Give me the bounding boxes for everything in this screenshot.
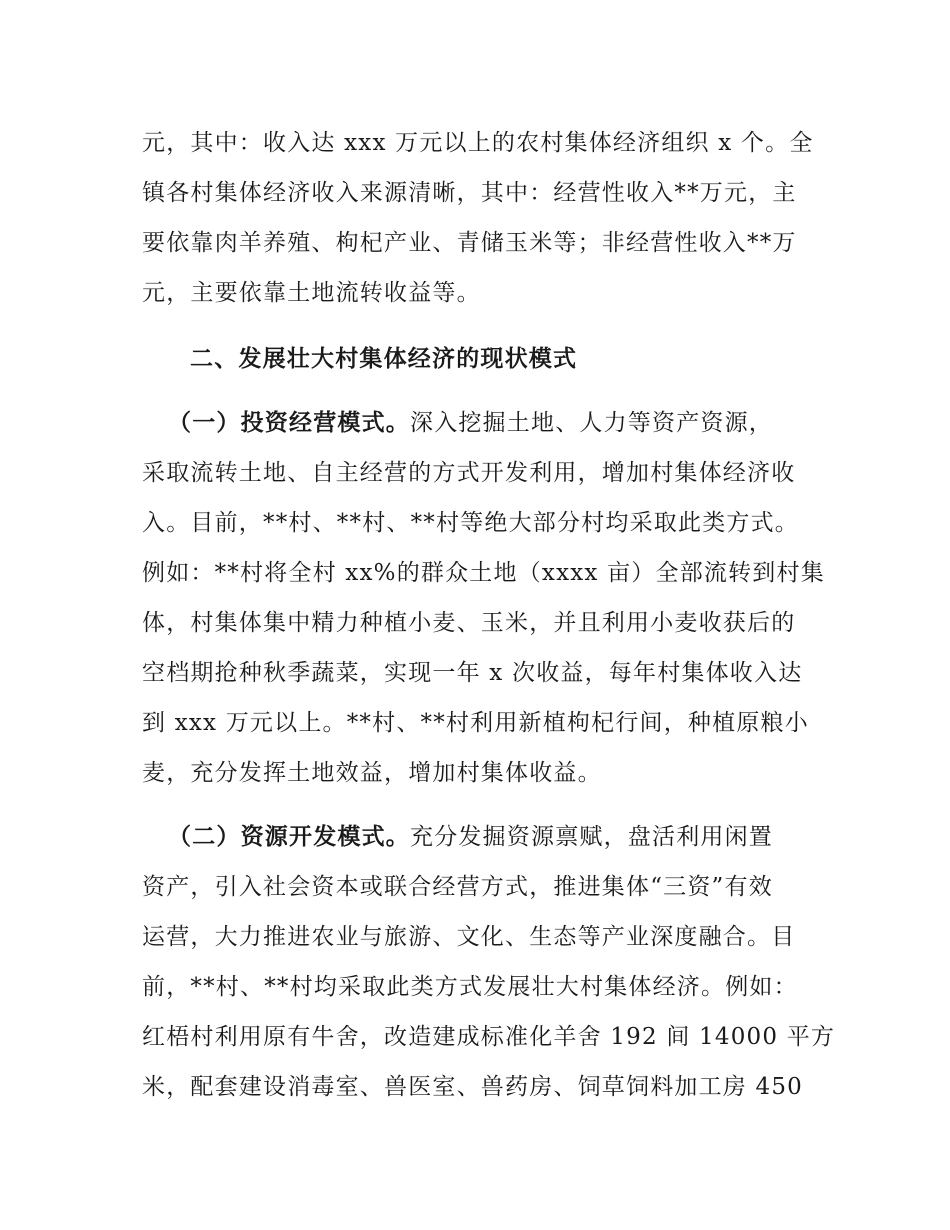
subsection-2-line-2: 资产，引入社会资本或联合经营方式，推进集体“三资”有效 (142, 874, 773, 900)
subsection-2-line-5: 红梧村利用原有牛舍，改造建成标准化羊舍 192 间 14000 平方 (142, 1024, 836, 1050)
subsection-1-line-4: 例如：**村将全村 xx%的群众土地（xxxx 亩）全部流转到村集 (142, 560, 825, 586)
subsection-1-first-line (168, 408, 773, 438)
subsection-1-line-5: 体，村集体集中精力种植小麦、玉米，并且利用小麦收获后的 (142, 610, 796, 636)
subsection-2-line-3: 运营，大力推进农业与旅游、文化、生态等产业深度融合。目 (142, 924, 796, 950)
subsection-1-line-8: 麦，充分发挥土地效益，增加村集体收益。 (142, 760, 602, 786)
paragraph-1-line-4: 元，主要依靠土地流转收益等。 (142, 280, 481, 306)
subsection-1-line-6: 空档期抢种秋季蔬菜，实现一年 x 次收益，每年村集体收入达 (142, 660, 803, 686)
subsection-2-line-6: 米，配套建设消毒室、兽医室、兽药房、饲草饲料加工房 450 (142, 1074, 804, 1100)
subsection-2-title: （二）资源开发模式。 (168, 824, 410, 850)
subsection-1-first-line-text: 深入挖掘土地、人力等资产资源， (410, 410, 773, 436)
paragraph-1-line-3: 要依靠肉羊养殖、枸杞产业、青储玉米等；非经营性收入**万 (142, 230, 797, 256)
subsection-2-first-line-text: 充分发掘资源禀赋，盘活利用闲置 (410, 824, 773, 850)
subsection-1-line-2: 采取流转土地、自主经营的方式开发利用，增加村集体经济收 (142, 460, 796, 486)
paragraph-1-line-2: 镇各村集体经济收入来源清晰，其中：经营性收入**万元，主 (142, 180, 797, 206)
subsection-2-first-line (168, 822, 773, 852)
section-heading: 二、发展壮大村集体经济的现状模式 (190, 346, 578, 372)
subsection-1-line-7: 到 xxx 万元以上。**村、**村利用新植枸杞行间，种植原粮小 (142, 710, 809, 736)
paragraph-1-line-1: 元，其中：收入达 xxx 万元以上的农村集体经济组织 x 个。全 (142, 130, 814, 156)
subsection-1-line-3: 入。目前，**村、**村、**村等绝大部分村均采取此类方式。 (142, 510, 799, 536)
subsection-2-line-4: 前，**村、**村均采取此类方式发展壮大村集体经济。例如： (142, 974, 798, 1000)
subsection-1-title: （一）投资经营模式。 (168, 410, 410, 436)
